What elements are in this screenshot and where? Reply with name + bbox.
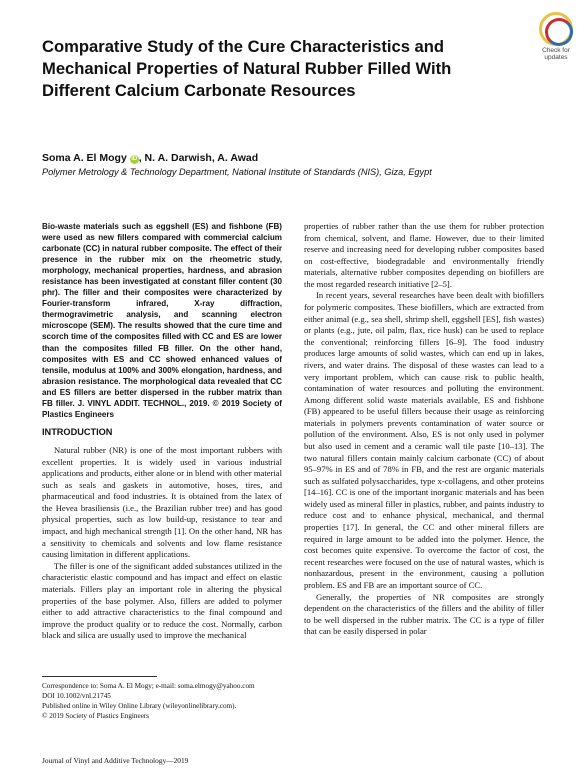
other-authors: , N. A. Darwish, A. Awad	[138, 152, 259, 164]
right-paragraph-3: Generally, the properties of NR composites are strongly dependent on the characteristics of the fillers and the ability of filler to be well dispersed in the rubber matrix. The CC is a type of filler that can be easily dispersed in polar	[304, 591, 544, 637]
footnote-copyright: © 2019 Society of Plastics Engineers	[42, 712, 150, 720]
check-for-updates-badge[interactable]	[534, 12, 578, 64]
check-updates-icon	[539, 12, 573, 46]
author-list	[42, 152, 542, 164]
right-paragraph-1: properties of rubber rather than the use them for rubber protection from chemical, solvent, and flame. However, due to their limited reserve and increasing need for developing rubber composites based on cost-effective, biodegradable and environmentally friendly materials, alternative rubber composites depending on biofillers are the most regarded research initiative [2–5].	[304, 221, 544, 289]
badge-label-2: updates	[544, 54, 568, 61]
affiliation: Polymer Metrology & Technology Department, National Institute of Standards (NIS), Giza, Egypt	[42, 167, 432, 177]
journal-footer: Journal of Vinyl and Additive Technology—2019	[42, 756, 189, 765]
orcid-icon[interactable]: iD	[131, 156, 138, 162]
footnote	[42, 681, 282, 721]
badge-label-1: Check for	[542, 47, 570, 54]
paper-title: Comparative Study of the Cure Characteristics and Mechanical Properties of Natural Rubber Filled With Different Calcium Carbonate Resources	[42, 37, 452, 100]
intro-paragraph-2: The filler is one of the significant added substances utilized in the characteristic elastic compound and has impact and effect on elastic materials. Fillers play an important role in altering the physical properties of the base polymer. Also, fillers are added to polymer either to add attractive characteristics to the final compound and improve the product quality or to reduce the cost. Normally, carbon black and silica are usually used to improve the mechanical	[42, 560, 282, 641]
abstract: Bio-waste materials such as eggshell (ES) and fishbone (FB) were used as new fillers compared with commercial calcium carbonate (CC) in natural rubber composite. The effect of their presence in the rubber mix on the rheometric study, morphology, mechanical properties, hardness, and abrasion resistance has been investigated at constant filler content (30 phr). The filler and their composites were characterized by Fourier-transform infrared, X-ray diffraction, thermogravimetric analysis, and scanning electron microscope (SEM). The results showed that the cure time and scorch time of the composites filled with CC and ES are lower than the composites filled FB filler. On the other hand, composites with ES and CC showed enhanced values of tensile, modulus at 100% and 300% elongation, hardness, and abrasion resistance. The morphological data revealed that CC and ES fillers are better dispersed in the rubber matrix than FB filler. J. VINYL ADDIT. TECHNOL., 2019. © 2019 Society of Plastics Engineers	[42, 222, 282, 419]
footnote-correspondence[interactable]: Correspondence to: Soma A. El Mogy; e-mail: soma.elmogy@yahoo.com	[42, 682, 255, 690]
section-heading-introduction: INTRODUCTION	[42, 427, 113, 437]
right-column-body	[304, 221, 544, 638]
first-author[interactable]: Soma A. El Mogy	[42, 152, 127, 164]
footnote-published: Published online in Wiley Online Library (wileyonlinelibrary.com).	[42, 702, 237, 710]
introduction-body	[42, 445, 282, 642]
footnote-divider	[42, 676, 157, 677]
intro-paragraph-1: Natural rubber (NR) is one of the most important rubbers with excellent properties. It is widely used in various industrial applications and products, either alone or in blend with other material such as seals and gaskets in automotive, hoses, tires, and pharmaceutical and food industries. It is obtained from the latex of the Hevea brasiliensis (i.e., the Brazilian rubber tree) and has good physical properties, such as low build-up, resistance to tear and impact, and high mechanical strength [1]. On the other hand, NR has a sensitivity to chemicals and solvents and low flame resistance causing limitation in different applications.	[42, 445, 282, 560]
footnote-doi[interactable]: DOI 10.1002/vnl.21745	[42, 692, 111, 700]
right-paragraph-2: In recent years, several researches have been dealt with biofillers for polymeric composites. These biofillers, which are extracted from either animal (e.g., sea shell, shrimp shell, eggshell [ES], fish wastes) or plants (e.g., jute, oil palm, flax, rice husk) can be used to replace the conventional; reinforcing fillers [6–9]. The food industry produces large amounts of solid wastes, which can end up in lakes, rivers, and water drains. The disposal of these wastes can lead to a very important problem, which can cause risk to public health, contamination of water resources and polluting the environment. Among different solid waste materials available, ES and fishbone (FB) appeared to be useful fillers because their usage as reinforcing materials in polymers prevents contamination of water source or pollution of the environment. Also, ES is not only used in polymer but also used in cement and a ceramic wall tile paste [10–13]. The two natural fillers contain mainly calcium carbonate (CC) of about 95–97% in ES and of 78% in FB, and the rest are organic materials such as sulfated polysaccharides, type x-collagens, and other proteins [14–16]. CC is one of the important inorganic materials and has been widely used as mineral filler in plastics, rubber, and paints industry to reduce cost and to enhance physical, mechanical, and thermal properties [17]. In general, the CC and other mineral fillers are required in large amount to be added into the polymer. Hence, the cost becomes quite expensive. To overcome the factor of cost, the recent researches were focused on the use of natural wastes, which is nonhazardous, present in the environment, causing a pollution problem. ES and FB are an important source of CC.	[304, 290, 544, 590]
